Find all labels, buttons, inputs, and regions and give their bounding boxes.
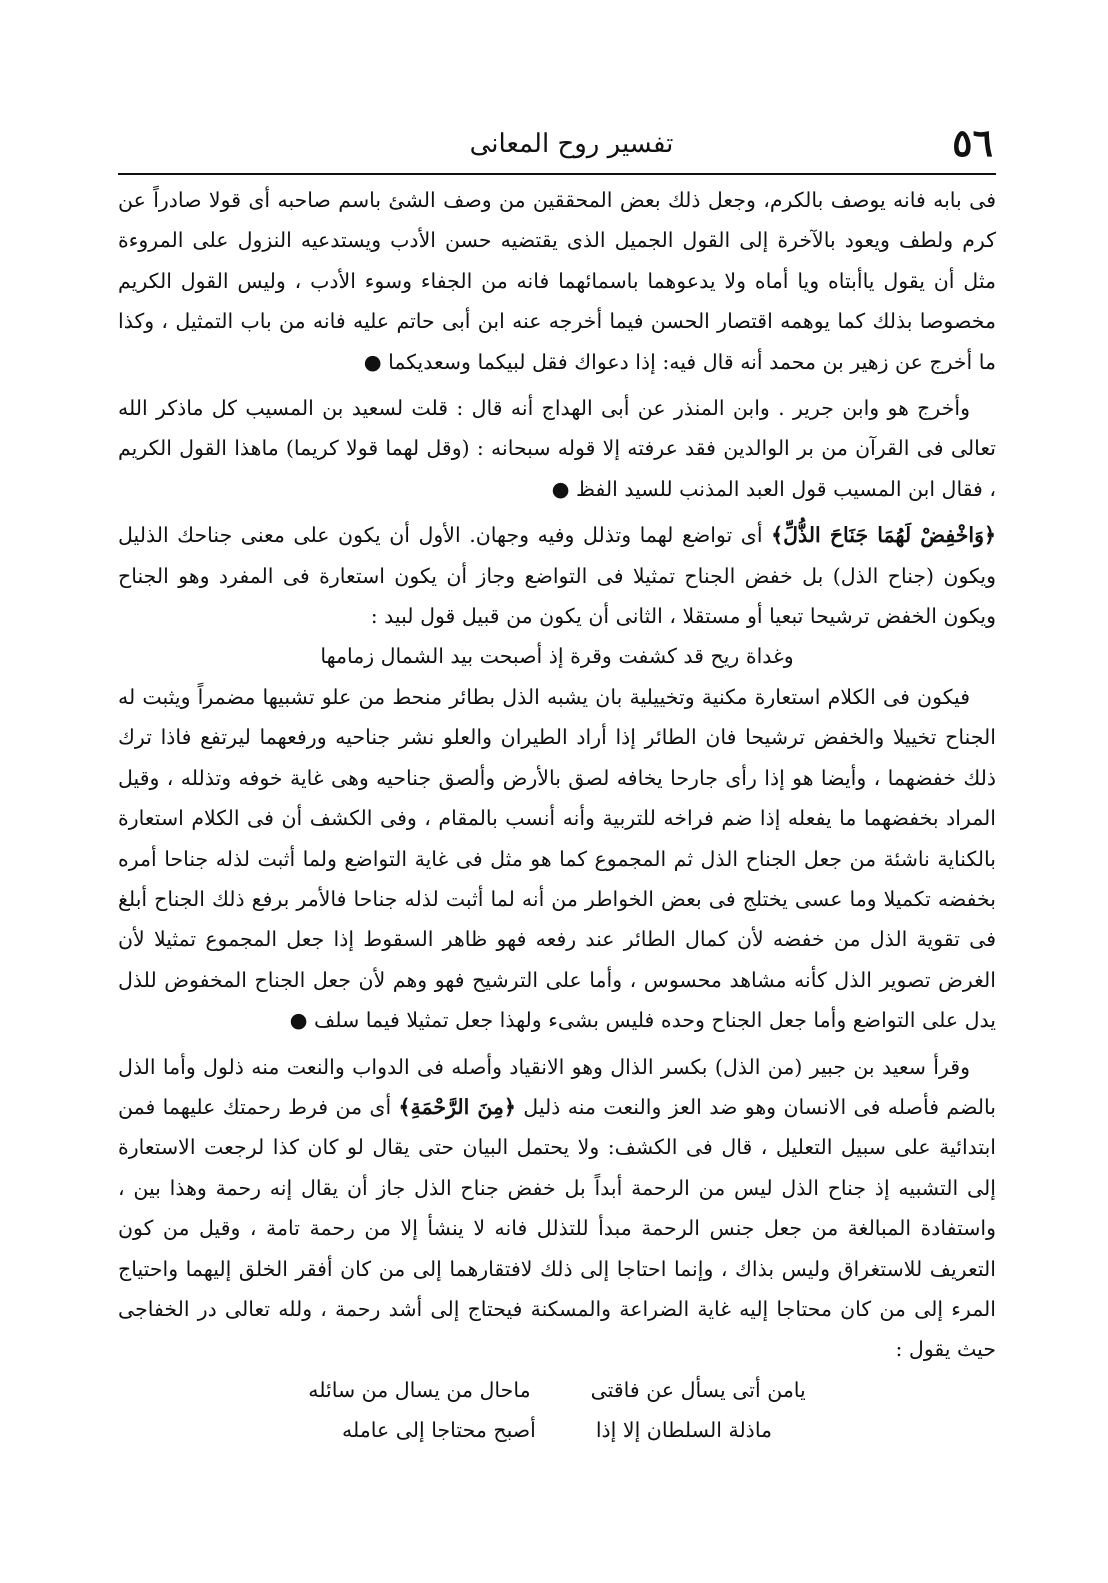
paragraph-6b-text: أى من فرط رحمتك عليهما فمن ابتدائية على سبيل التعليل ، قال فى الكشف: ولا يحتمل البيان حتى يقال لو كان كذا لرجعت الاستعارة إلى التشبيه إذ جناح الذل ليس من الرحمة أبداً بل خفض جناح الذل جاز أن يقال إنه رحمة وهذا بين ، واستفادة المبالغة من جعل جنس الرحمة مبدأ للتذلل فانه لا ينشأ إلا من رحمة تامة ، وقيل من كون التعريف للاستغراق وليس بذاك ، وإنما احتاجا إلى ذلك لافتقارهما إلى من كان أفقر الخلق إليهما واحتياج المرء إلى من كان محتاجا إليه غاية الضراعة والمسكنة فيحتاج إلى أشد رحمة ، ولله تعالى در الخفاجى حيث يقول : — [118, 1094, 996, 1362]
poem-verse-line-2 — [118, 1410, 996, 1450]
poem-verse-line-1 — [118, 1370, 996, 1410]
hemistich: ماذلة السلطان إلا إذا — [595, 1418, 773, 1443]
running-title: تفسير روح المعانى — [469, 129, 674, 159]
quran-verse: ﴿مِنَ الرَّحْمَةِ﴾ — [398, 1094, 516, 1119]
hemistich: أصبح محتاجا إلى عامله — [341, 1418, 536, 1443]
hemistich: يامن أتى يسأل عن فاقتى — [590, 1377, 806, 1402]
paragraph-5: فيكون فى الكلام استعارة مكنية وتخييلية بان يشبه الذل بطائر منحط من علو تشبيها مضمراً ويثبت له الجناح تخييلا والخفض ترشيحا فان الطائر إذا أراد الطيران والعلو نشر جناحيه ورفعهما ليرتفع فاذا ترك ذلك خفضهما ، وأيضا هو إذا رأى جارحا يخافه لصق بالأرض وألصق جناحيه وهى غاية خوفه وتذلله ، وقيل المراد بخفضهما ما يفعله إذا ضم فراخه للتربية وأنه أنسب بالمقام ، وفى الكشف أن فى الكلام استعارة بالكناية ناشئة من جعل الجناح الذل ثم المجموع كما هو مثل فى غاية التواضع ولما أثبت لذله جناحا أمره بخفضه تكميلا وما عسى يختلج فى بعض الخواطر من أنه لما أثبت لذله جناحا فالأمر برفع ذلك الجناح أبلغ فى تقوية الذل من خفضه لأن كمال الطائر عند رفعه فهو ظاهر السقوط إذا جعل المجموع تمثيلا لأن الغرض تصوير الذل كأنه مشاهد محسوس ، وأما على الترشيح فهو وهم لأن جعل الجناح المخفوض للذل يدل على التواضع وأما جعل الجناح وحده فليس بشىء ولهذا جعل تمثيلا فيما سلف ● — [118, 684, 996, 1033]
page-header — [150, 118, 993, 174]
poem-verse-labid: وغداة ريح قد كشفت وقرة إذ أصبحت بيد الشمال زمامها — [320, 644, 794, 669]
header-divider — [118, 173, 996, 175]
hemistich: ماحال من يسال من سائله — [308, 1377, 531, 1402]
paragraph-2: وأخرج هو وابن جرير . وابن المنذر عن أبى الهداج أنه قال : قلت لسعيد بن المسيب كل ماذكر الله تعالى فى القرآن من بر الوالدين فقد عرفته إلا قوله سبحانه : (وقل لهما قولا كريما) ماهذا القول الكريم ، فقال ابن المسيب قول العبد المذنب للسيد الفظ ● — [118, 396, 996, 501]
page-body — [118, 180, 996, 1451]
paragraph-3-text: أى تواضع لهما وتذلل وفيه وجهان. الأول أن يكون على معنى جناحك الذليل ويكون (جناح الذل) بل خفض الجناح تمثيلا فى التواضع وجاز أن يكون استعارة فى المفرد وهو الجناح ويكون الخفض ترشيحا تبعيا أو مستقلا ، الثانى أن يكون من قبيل قول لبيد : — [118, 523, 996, 629]
paragraph-6 — [118, 1047, 996, 1370]
paragraph-1: فى بابه فانه يوصف بالكرم، وجعل ذلك بعض المحققين من وصف الشئ باسم صاحبه أى قولا صادراً عن كرم ولطف ويعود بالآخرة إلى القول الجميل الذى يقتضيه حسن الأدب ويستدعيه النزول على المروءة مثل أن يقول ياأبتاه ويا أماه ولا يدعوهما باسمائهما فانه من الجفاء وسوء الأدب ، وليس القول الكريم مخصوصا بذلك كما يوهمه اقتصار الحسن فيما أخرجه عنه ابن أبى حاتم عليه فانه من باب التمثيل ، وكذا ما أخرج عن زهير بن محمد أنه قال فيه: إذا دعواك فقل لبيكما وسعديكما ● — [118, 188, 996, 374]
paragraph-3 — [118, 515, 996, 636]
page-number: ٥٦ — [952, 120, 993, 165]
paragraph-6-text: وقرأ سعيد بن جبير (من الذل) بكسر الذال وهو الانقياد وأصله فى الدواب والنعت منه ذلول وأما الذل بالضم فأصله فى الانسان وهو ضد العز والنعت منه ذليل — [118, 1054, 996, 1119]
quran-verse: ﴿وَاخْفِضْ لَهُمَا جَنَاحَ الذُّلِّ﴾ — [771, 523, 996, 548]
